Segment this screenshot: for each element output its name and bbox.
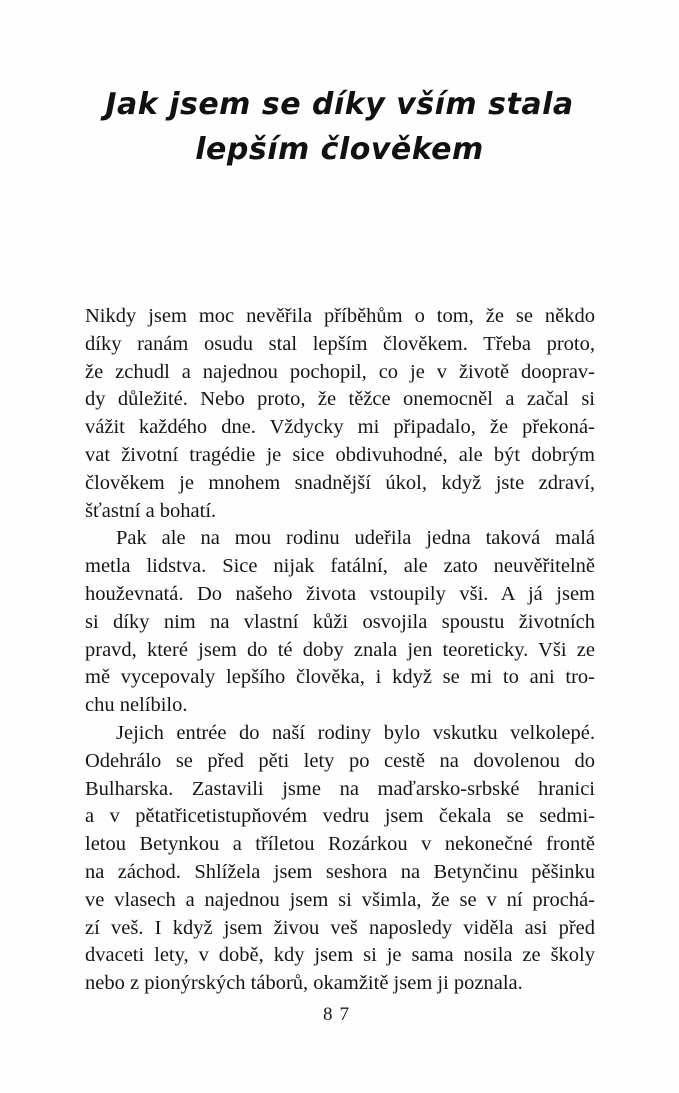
- text-line: pravd, které jsem do té doby znala jen teoreticky. Vši ze: [85, 638, 595, 661]
- text-line: Jejich entrée do naší rodiny bylo vskutku velkolepé.: [116, 721, 595, 744]
- text-line: vat životní tragédie je sice obdivuhodné, ale být dobrým: [85, 443, 595, 466]
- text-line: že zchudl a najednou pochopil, co je v životě dooprav-: [85, 360, 595, 383]
- chapter-title: [0, 82, 679, 172]
- text-line: letou Betynkou a tříletou Rozárkou v nekonečné frontě: [85, 833, 595, 856]
- body-text: [85, 303, 595, 998]
- chapter-title-line-2: lepším člověkem: [195, 132, 484, 167]
- chapter-title-line-1: Jak jsem se díky vším stala: [105, 87, 574, 122]
- text-line: mě vycepovaly lepšího člověka, i když se mi to ani tro-: [85, 666, 595, 689]
- text-line: Bulharska. Zastavili jsme na maďarsko-srbské hranici: [85, 777, 595, 800]
- text-line: dvaceti lety, v době, kdy jsem si je sama nosila ze školy: [85, 944, 595, 967]
- paragraph-2: [85, 525, 595, 720]
- paragraph-1: [85, 303, 595, 525]
- text-line: díky ranám osudu stal lepším člověkem. Třeba proto,: [85, 332, 595, 355]
- text-line: šťastní a bohatí.: [85, 499, 217, 522]
- text-line: si díky nim na vlastní kůži osvojila spoustu životních: [85, 610, 595, 633]
- text-line: Pak ale na mou rodinu udeřila jedna taková malá: [116, 527, 595, 550]
- text-line: zí veš. I když jsem živou veš naposledy viděla asi před: [85, 916, 595, 939]
- text-line: dy důležité. Nebo proto, že těžce onemocněl a začal si: [85, 388, 595, 411]
- text-line: a v pětatřicetistupňovém vedru jsem čekala se sedmi-: [85, 805, 595, 828]
- text-line: metla lidstva. Sice nijak fatální, ale zato neuvěřitelně: [85, 555, 595, 578]
- text-line: na záchod. Shlížela jsem seshora na Betynčinu pěšinku: [85, 860, 595, 883]
- text-line: houževnatá. Do našeho života vstoupily vši. A já jsem: [85, 582, 595, 605]
- text-line: Odehrálo se před pěti lety po cestě na dovolenou do: [85, 749, 595, 772]
- paragraph-3: [85, 720, 595, 998]
- text-line: chu nelíbilo.: [85, 694, 188, 717]
- page-number: 87: [323, 1004, 356, 1025]
- text-line: člověkem je mnohem snadnější úkol, když jste zdraví,: [85, 471, 595, 494]
- text-line: nebo z pionýrských táborů, okamžitě jsem ji poznala.: [85, 972, 523, 995]
- text-line: ve vlasech a najednou jsem si všimla, že se v ní prochá-: [85, 888, 595, 911]
- text-line: vážit každého dne. Vždycky mi připadalo, že překoná-: [85, 416, 595, 439]
- text-line: Nikdy jsem moc nevěřila příběhům o tom, že se někdo: [85, 305, 595, 327]
